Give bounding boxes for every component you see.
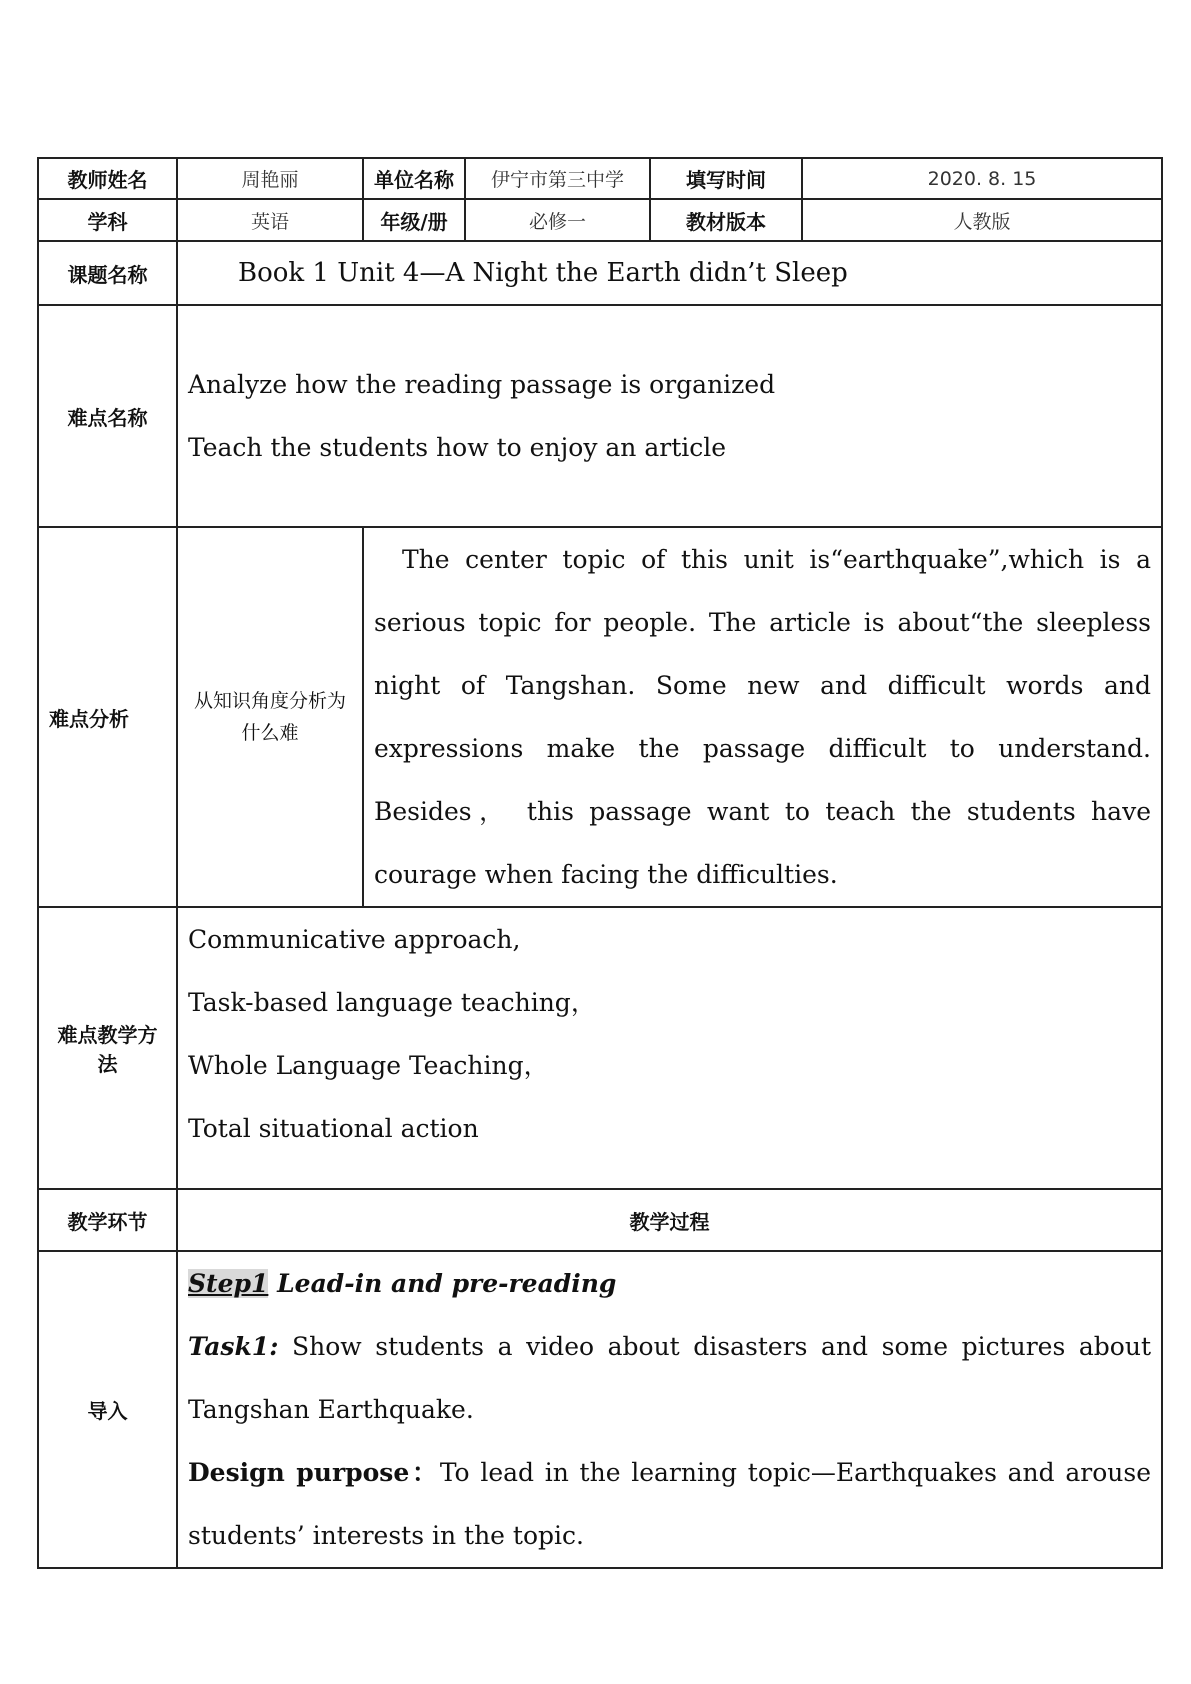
method-item: Total situational action [188, 1114, 479, 1143]
purpose-label: Design purpose： [188, 1458, 440, 1487]
topic-value: Book 1 Unit 4—A Night the Earth didn’t Sleep [177, 241, 1162, 305]
date-label: 填写时间 [650, 158, 802, 199]
difficulty-content [177, 305, 1162, 527]
step-title: Lead-in and pre-reading [268, 1269, 617, 1298]
topic-label: 课题名称 [38, 241, 177, 305]
process-header-row [38, 1189, 1162, 1251]
subject-label: 学科 [38, 199, 177, 241]
difficulty-line-2: Teach the students how to enjoy an article [188, 433, 727, 462]
step-heading [188, 1252, 1151, 1315]
difficulty-label: 难点名称 [38, 305, 177, 527]
lead-in-stage: 导入 [38, 1251, 177, 1568]
grade-label: 年级/册 [363, 199, 465, 241]
header-row-2 [38, 199, 1162, 241]
form-table [37, 157, 1163, 1569]
edition-label: 教材版本 [650, 199, 802, 241]
stage-header: 教学环节 [38, 1189, 177, 1251]
task-paragraph [188, 1315, 1151, 1441]
analysis-text: The center topic of this unit is“earthquake”,which is a serious topic for people. The article is about“the sleepless night of Tangshan. Some new and difficult words and expressions make the passage difficult to understand. Besides， this passage want to teach the students have courage when facing the difficulties. [363, 527, 1162, 907]
date-value: 2020. 8. 15 [802, 158, 1162, 199]
lead-in-content [177, 1251, 1162, 1568]
task-text: Show students a video about disasters and some pictures about Tangshan Earthquake. [188, 1332, 1151, 1424]
method-item: Task-based language teaching， [188, 988, 596, 1017]
unit-label: 单位名称 [363, 158, 465, 199]
task-label: Task1: [188, 1332, 279, 1361]
unit-value: 伊宁市第三中学 [465, 158, 650, 199]
method-item: Communicative approach, [188, 925, 521, 954]
teacher-label: 教师姓名 [38, 158, 177, 199]
methods-row [38, 907, 1162, 1189]
methods-content [177, 907, 1162, 1189]
difficulty-line-1: Analyze how the reading passage is organized [188, 370, 776, 399]
step-label: Step1 [188, 1269, 269, 1298]
method-item: Whole Language Teaching， [188, 1051, 549, 1080]
grade-value: 必修一 [465, 199, 650, 241]
difficulty-row [38, 305, 1162, 527]
methods-label: 难点教学方法 [38, 907, 177, 1189]
teacher-value: 周艳丽 [177, 158, 363, 199]
purpose-text: To lead in the learning topic—Earthquakes and arouse students’ interests in the topic. [188, 1458, 1151, 1550]
analysis-sub-label: 从知识角度分析为什么难 [177, 527, 363, 907]
header-row-1 [38, 158, 1162, 199]
lesson-plan-form [37, 157, 1161, 1569]
process-header: 教学过程 [177, 1189, 1162, 1251]
subject-value: 英语 [177, 199, 363, 241]
analysis-label: 难点分析 [38, 527, 177, 907]
analysis-row [38, 527, 1162, 907]
edition-value: 人教版 [802, 199, 1162, 241]
topic-row [38, 241, 1162, 305]
purpose-paragraph [188, 1441, 1151, 1567]
lead-in-row [38, 1251, 1162, 1568]
